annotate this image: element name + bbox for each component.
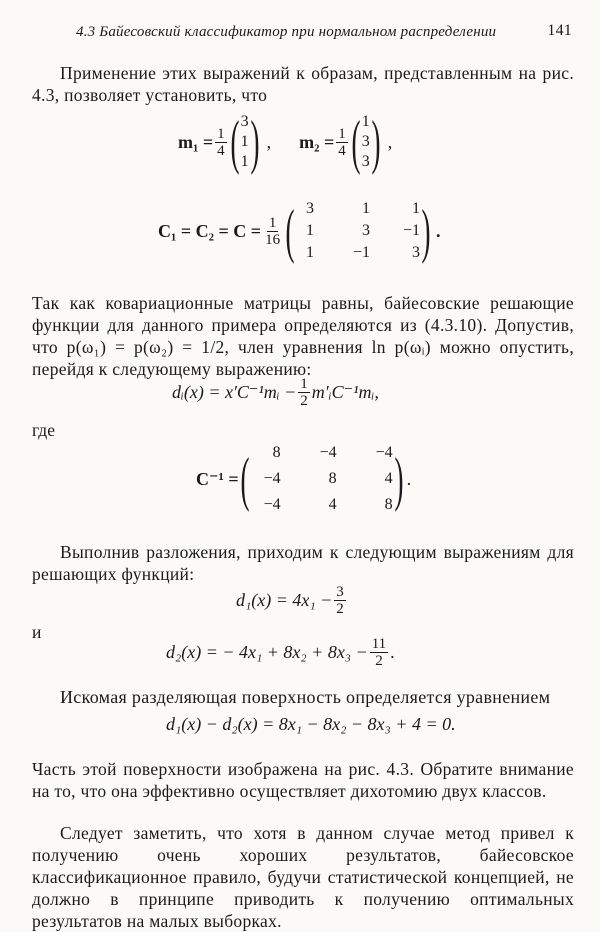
left-paren: ( [285,198,295,264]
right-paren: ) [371,109,381,175]
left-paren: ( [351,109,361,175]
cinv-label: C⁻¹ = [196,468,239,489]
c-frac-den: 16 [265,231,281,248]
d1-fraction [334,584,346,617]
matrix-cell: 3 [412,244,421,261]
cinv-matrix [251,440,393,518]
running-header [76,24,572,46]
d1-frac-num: 3 [336,584,344,600]
di-frac-den: 2 [300,393,308,409]
m1-frac-num: 1 [217,125,225,142]
m1-frac-den: 4 [217,142,225,159]
matrix-cell: 1 [306,222,315,239]
matrix-cell: 4 [384,470,393,487]
paragraph-remark: Следует заметить, что хотя в данном случае метод привел к получению очень хороших результатов, байесовское классификационное правило, будучи статистической концепцией, не должно в принципе приводить к получению оптимальных результатов на малых выборках. [32,823,574,931]
paragraph-surface: Искомая разделяющая поверхность определяется уравнением [60,687,551,707]
formula-surface [166,714,456,735]
matrix-cell: 3 [306,200,315,217]
right-paren: ) [250,109,260,175]
d1-lhs: d₁(x) = 4x₁ − [236,590,333,610]
matrix-cell: −4 [319,444,337,461]
m1-fraction [215,126,227,159]
matrix-cell: 1 [412,200,421,217]
m2-vector [362,112,370,172]
word-and: и [32,622,42,642]
matrix-cell: 1 [306,244,315,261]
paragraph-decision: Так как ковариационные матрицы равны, байесовские решающие функции для данного примера определяются из (4.3.10). Допустив, что p(ω₁) = p(ω₂) = 1/2, член уравнения ln p(ωᵢ) можно опустить, перейдя к следующему выражению: [32,293,574,379]
comma: , [266,131,272,152]
di-fraction [298,376,310,409]
m1-vec-item: 3 [240,113,249,130]
right-paren: ) [421,198,431,264]
m2-frac-num: 1 [338,125,346,142]
di-frac-num: 1 [300,376,308,392]
matrix-cell: −1 [403,222,421,239]
paragraph-intro: Применение этих выражений к образам, представленным на рис. 4.3, позволяет установить, что [32,63,574,105]
paragraph-expansion: Выполнив разложения, приходим к следующим выражениям для решающих функций: [32,542,574,584]
period: . [436,220,441,241]
matrix-cell: −4 [263,470,281,487]
matrix-cell: 8 [328,470,337,487]
di-rhs: m′ᵢC⁻¹mᵢ, [311,382,379,402]
matrix-cell: 3 [362,222,371,239]
c-matrix [296,198,420,264]
comma: , [387,131,393,152]
surface-equation: d₁(x) − d₂(x) = 8x₁ − 8x₂ − 8x₃ + 4 = 0. [166,714,456,734]
di-lhs: dᵢ(x) = x′C⁻¹mᵢ − [172,382,297,402]
m1-vec-item: 1 [240,133,249,150]
matrix-cell: 8 [272,444,281,461]
matrix-cell: 8 [384,496,393,513]
word-where: где [32,420,55,440]
m2-frac-den: 4 [338,142,346,159]
formula-covariance [158,198,441,264]
m2-fraction [336,126,348,159]
formula-d2 [166,636,395,669]
formula-d1 [236,584,348,617]
m2-vec-item: 3 [361,133,370,150]
d2-lhs: d₂(x) = − 4x₁ + 8x₂ + 8x₃ − [166,642,368,662]
m2-vec-item: 3 [361,153,370,170]
m1-vec-item: 1 [240,153,249,170]
page-number: 141 [547,22,572,39]
section-title: 4.3 Байесовский классификатор при нормальном распределении [76,24,497,40]
period: . [390,642,395,662]
d2-frac-den: 2 [375,653,383,669]
c-fraction [263,215,282,248]
matrix-cell: −1 [353,244,371,261]
m2-vec-item: 1 [361,113,370,130]
matrix-cell: 1 [362,200,371,217]
matrix-cell: 4 [328,496,337,513]
m2-label: m₂ = [299,131,335,152]
paragraph-figure: Часть этой поверхности изображена на рис. 4.3. Обратите внимание на то, что она эффективно осуществляет дихотомию двух классов. [32,759,574,801]
formula-means [178,109,393,175]
left-paren: ( [240,446,250,512]
period: . [406,468,412,489]
matrix-cell: −4 [375,444,393,461]
m1-label: m₁ = [178,131,214,152]
d2-frac-num: 11 [371,636,387,652]
formula-di [172,376,379,409]
c-label: C₁ = C₂ = C = [158,220,262,241]
m1-vector [241,112,249,172]
c-frac-num: 1 [268,214,277,231]
formula-cinverse [196,440,411,518]
left-paren: ( [230,109,240,175]
d1-frac-den: 2 [336,601,344,617]
right-paren: ) [394,446,404,512]
matrix-cell: −4 [263,496,281,513]
d2-fraction [370,636,388,669]
